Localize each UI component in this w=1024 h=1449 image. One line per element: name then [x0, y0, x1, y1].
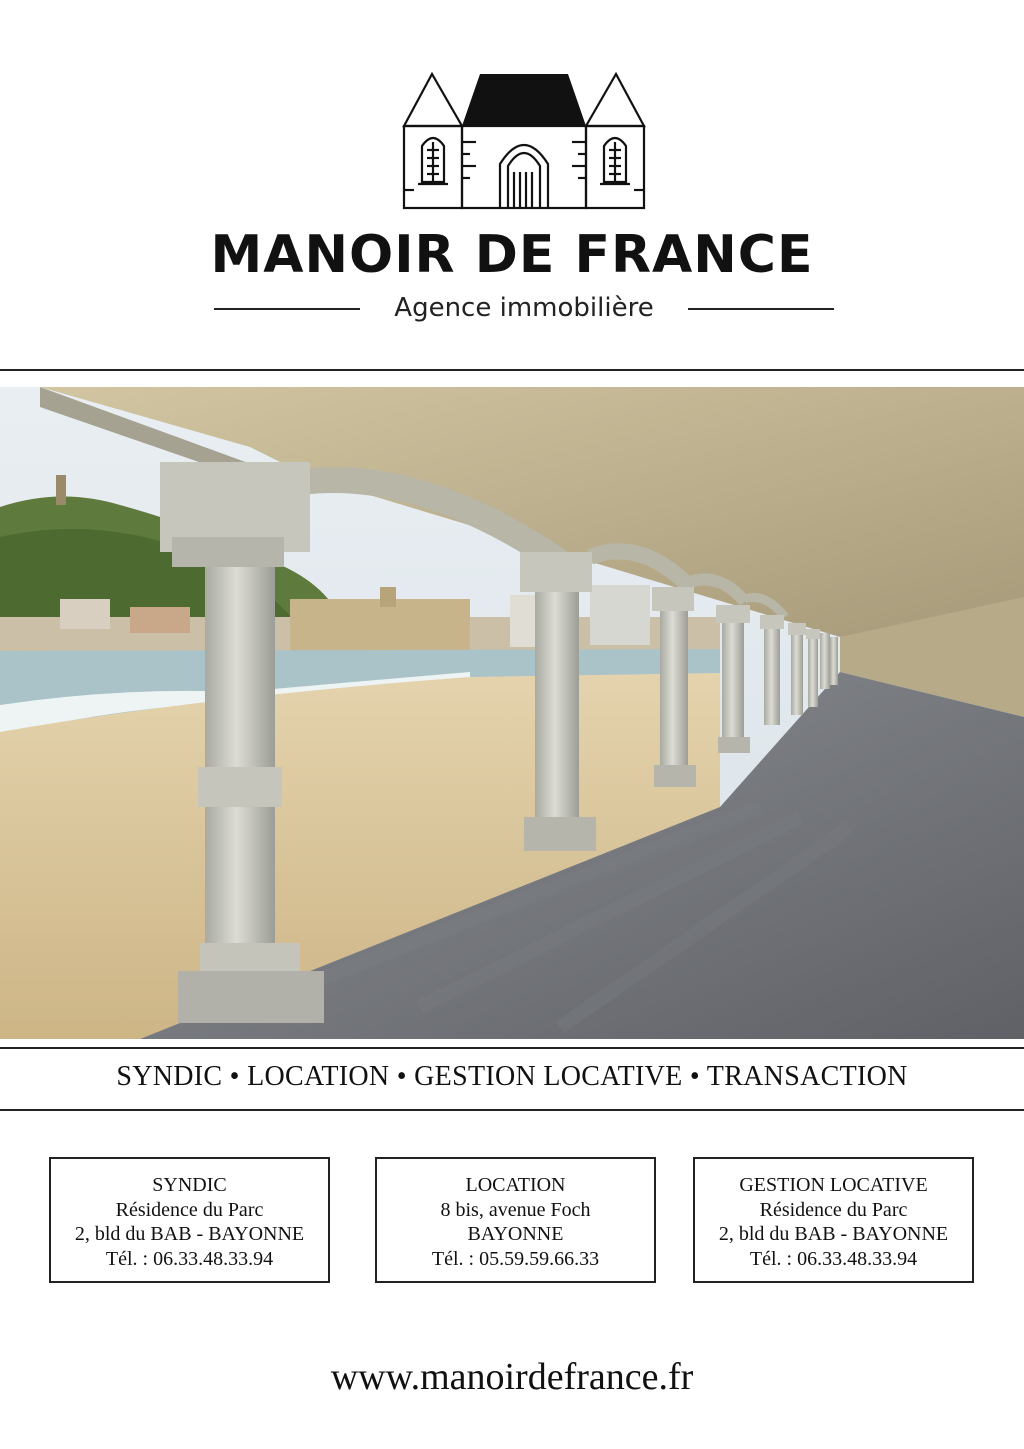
office-title: SYNDIC: [152, 1174, 227, 1196]
office-card-gestion-locative: [693, 1157, 974, 1283]
office-address-line1: Résidence du Parc: [759, 1198, 908, 1221]
office-card-syndic: [49, 1157, 330, 1283]
manor-house-icon: [400, 70, 650, 215]
brand-subtitle: Agence immobilière: [394, 293, 654, 323]
office-address-line2: 2, bld du BAB - BAYONNE: [74, 1223, 305, 1245]
divider: [0, 1047, 1024, 1049]
services-line: SYNDIC • LOCATION • GESTION LOCATIVE • TRANSACTION: [116, 1061, 908, 1092]
office-phone: Tél. : 06.33.48.33.94: [105, 1247, 274, 1270]
divider: [688, 308, 834, 310]
office-card-location: [375, 1157, 656, 1283]
office-address-line1: 8 bis, avenue Foch: [440, 1198, 591, 1221]
office-address-line1: Résidence du Parc: [115, 1198, 264, 1221]
hero-photo: [0, 387, 1024, 1039]
brand-subtitle-row: [214, 288, 834, 328]
office-address-line2: BAYONNE: [467, 1223, 564, 1245]
office-phone: Tél. : 05.59.59.66.33: [431, 1247, 600, 1270]
office-phone: Tél. : 06.33.48.33.94: [749, 1247, 918, 1270]
brand-title: MANOIR DE FRANCE: [210, 225, 814, 285]
divider: [0, 1109, 1024, 1111]
divider: [0, 369, 1024, 371]
office-title: GESTION LOCATIVE: [739, 1174, 928, 1196]
office-title: LOCATION: [465, 1174, 566, 1196]
website-link[interactable]: www.manoirdefrance.fr: [330, 1356, 694, 1398]
office-address-line2: 2, bld du BAB - BAYONNE: [718, 1223, 949, 1245]
